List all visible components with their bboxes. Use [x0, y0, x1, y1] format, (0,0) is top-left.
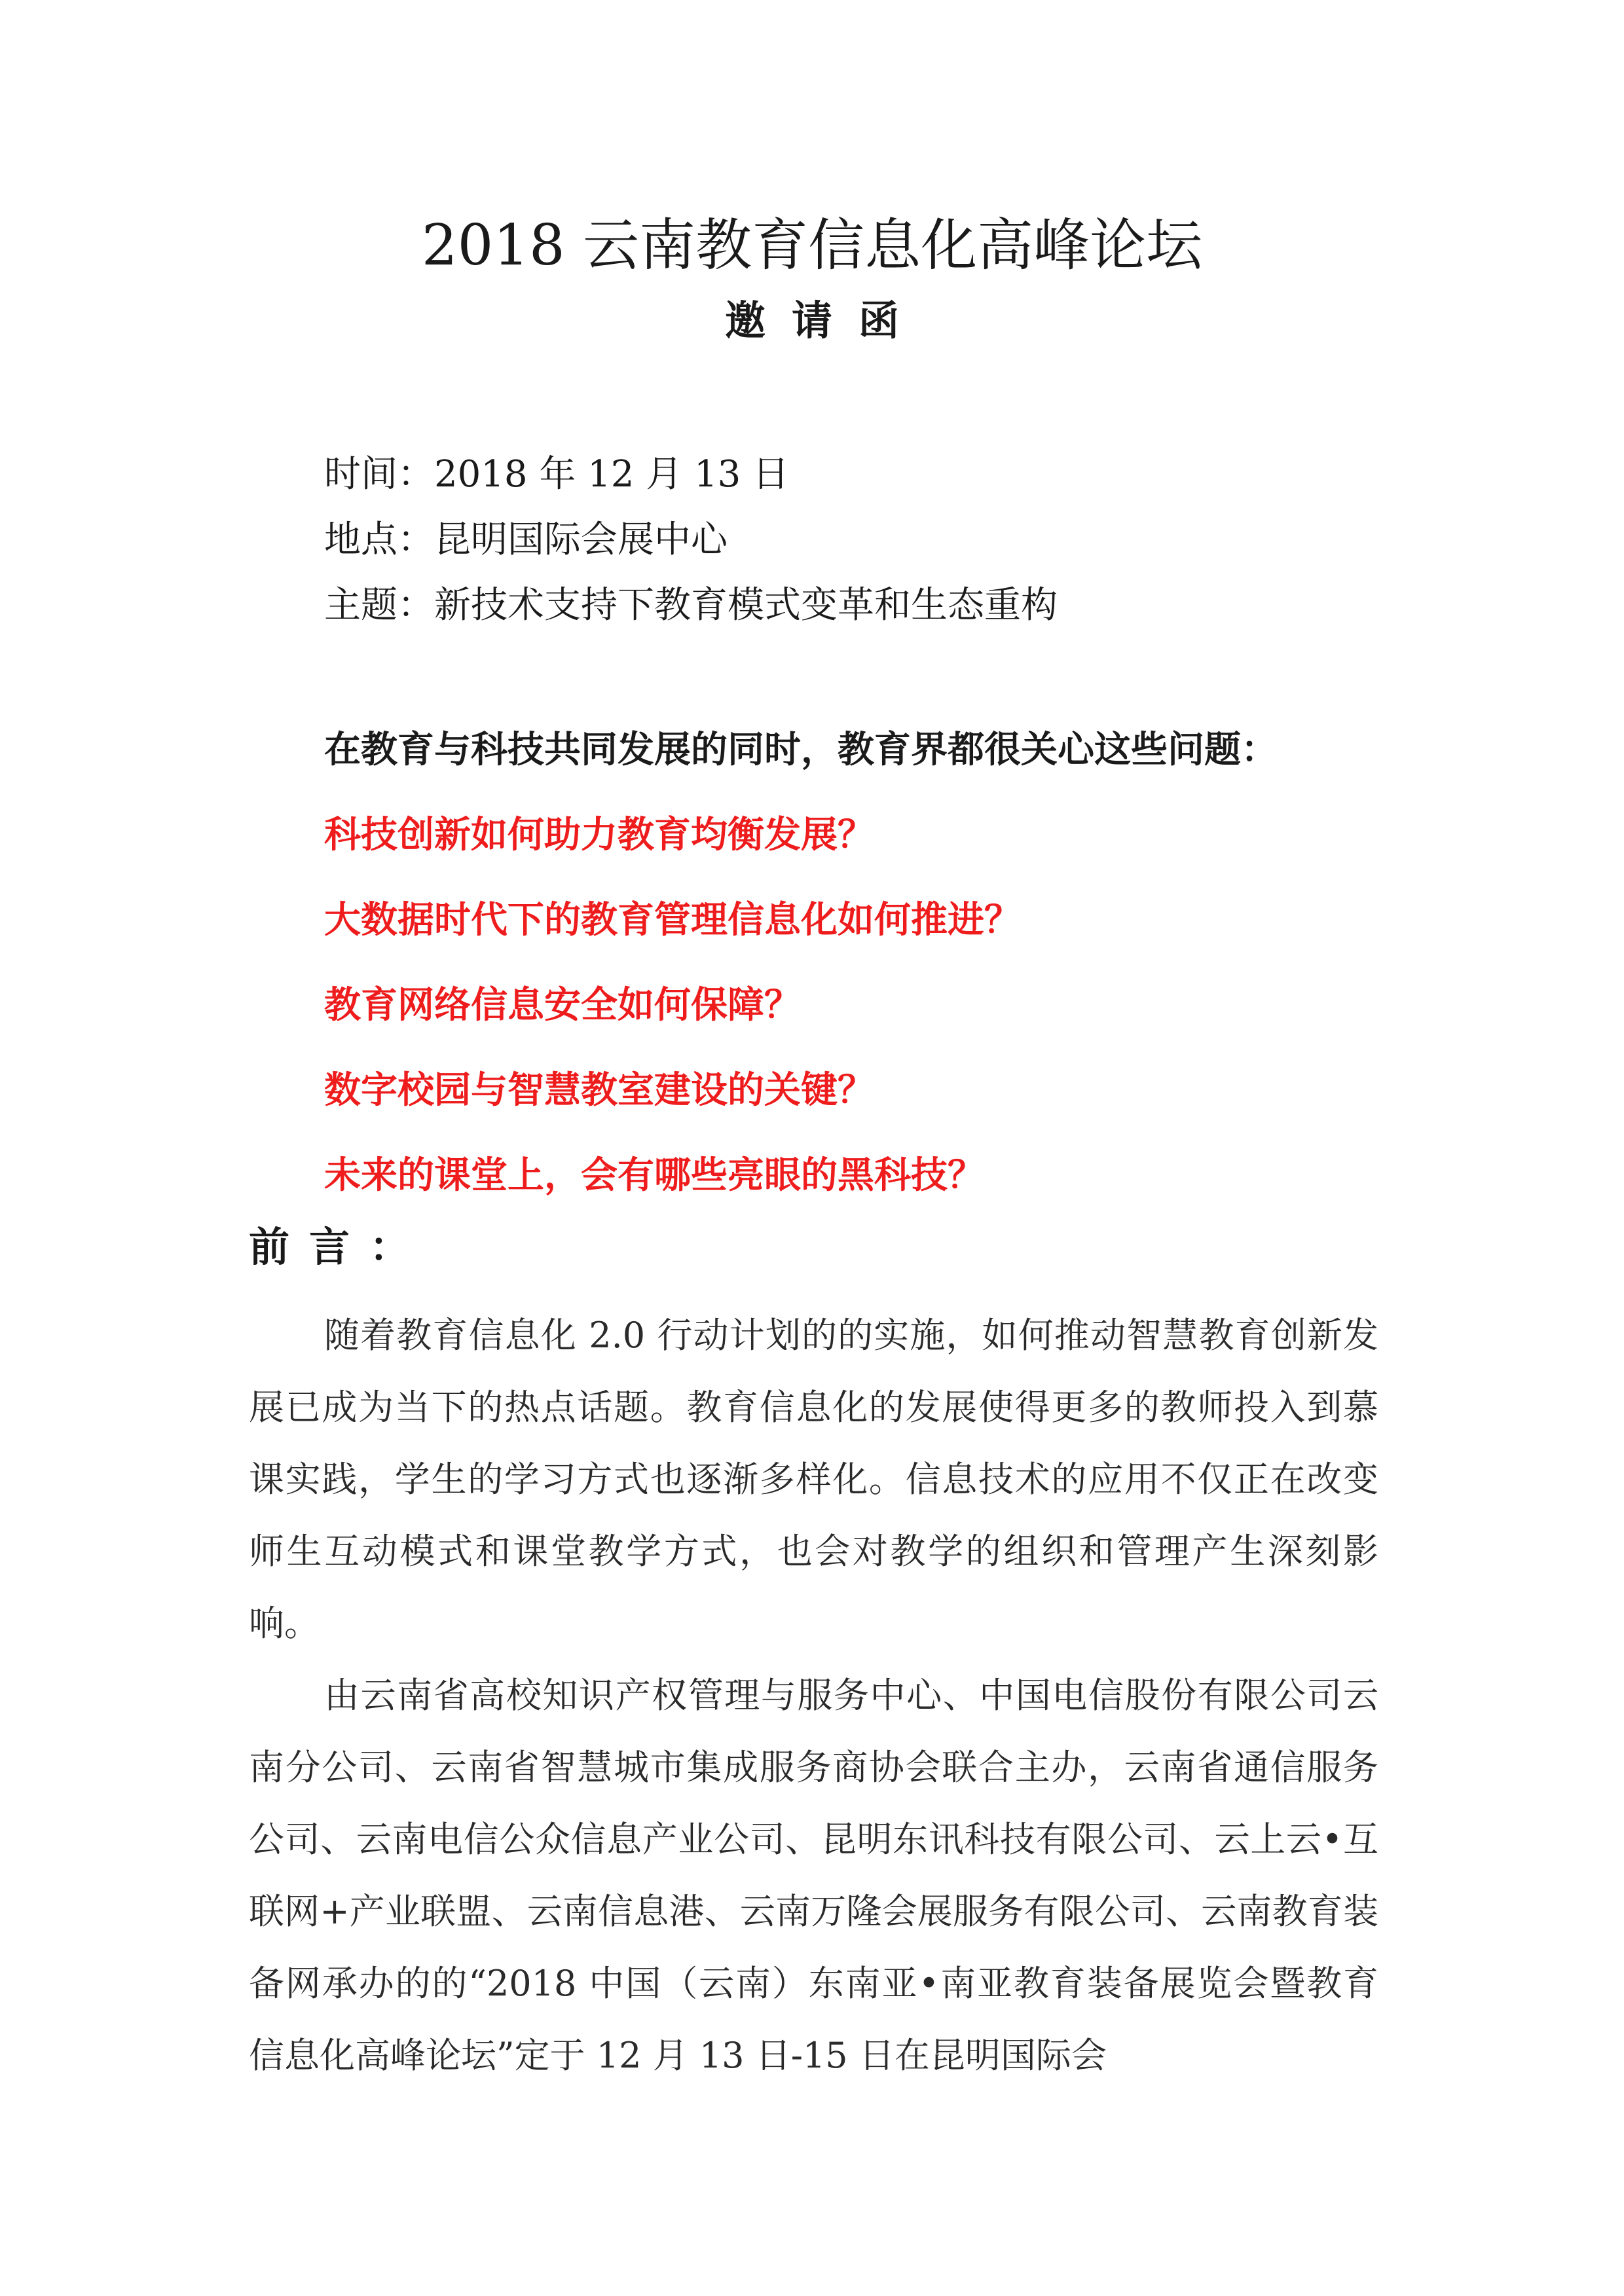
question-item: 教育网络信息安全如何保障？	[324, 983, 801, 1027]
event-theme: 主题：新技术支持下教育模式变革和生态重构	[324, 584, 1058, 627]
preface-body	[249, 1300, 1378, 2092]
event-location: 地点：昆明国际会展中心	[324, 519, 728, 561]
document-subtitle: 邀请函	[724, 297, 925, 344]
question-item: 未来的课堂上，会有哪些亮眼的黑科技？	[324, 1154, 984, 1197]
preface-heading: 前言：	[249, 1223, 430, 1271]
questions-section	[324, 707, 1437, 1218]
preface-paragraph: 随着教育信息化 2.0 行动计划的的实施，如何推动智慧教育创新发展已成为当下的热点话题。教育信息化的发展使得更多的教师投入到慕课实践，学生的学习方式也逐渐多样化。信息技术的应用不仅正在改变师生互动模式和课堂教学方式，也会对教学的组织和管理产生深刻影响。	[249, 1315, 1378, 1644]
event-info	[324, 442, 1437, 638]
preface-paragraph: 由云南省高校知识产权管理与服务中心、中国电信股份有限公司云南分公司、云南省智慧城市集成服务商协会联合主办，云南省通信服务公司、云南电信公众信息产业公司、昆明东讯科技有限公司、云上云•互联网+产业联盟、云南信息港、云南万隆会展服务有限公司、云南教育装备网承办的的“2018 中国（云南）东南亚•南亚教育装备展览会暨教育信息化高峰论坛”定于 12 月 13 日-15 日在昆明国际会	[249, 1675, 1378, 2076]
question-item: 科技创新如何助力教育均衡发展？	[324, 813, 874, 856]
question-item: 数字校园与智慧教室建设的关键？	[324, 1068, 874, 1112]
document-title: 2018 云南教育信息化高峰论坛	[421, 213, 1203, 278]
event-time: 时间：2018 年 12 月 13 日	[324, 453, 790, 496]
questions-intro: 在教育与科技共同发展的同时，教育界都很关心这些问题：	[324, 728, 1278, 771]
question-item: 大数据时代下的教育管理信息化如何推进？	[324, 898, 1021, 941]
